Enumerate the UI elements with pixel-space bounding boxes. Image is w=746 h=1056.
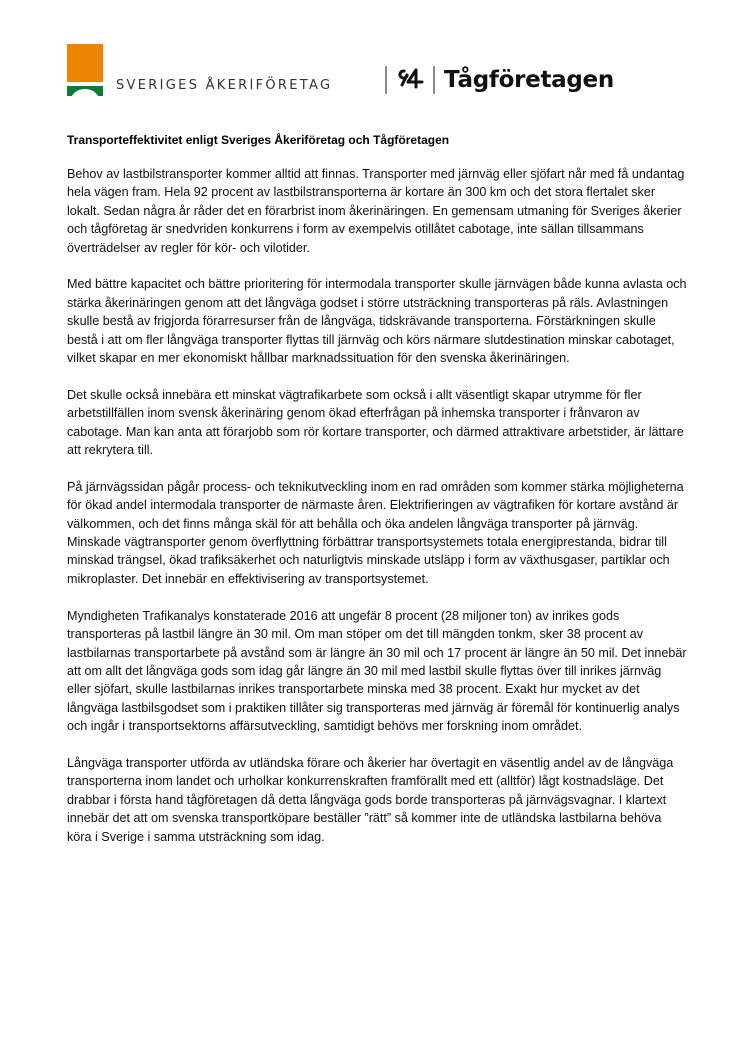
sveriges-akeriforetag-logo [67,44,337,98]
logo-divider-right [433,66,435,94]
akeriforetag-logo-text: SVERIGES ÅKERIFÖRETAG [116,78,333,93]
paragraph-trafikanalys-statistics: Myndigheten Trafikanalys konstaterade 2016 att ungefär 8 procent (28 miljoner ton) av inrikes gods transporteras på lastbil längre än 30 mil. Om man stöper om det till mängden tonkm, sker 38 procent av lastbilarnas transportarbete på avstånd som är längre än 30 mil och 17 procent är längre än 50 mil. Det innebär att om allt det långväga gods som idag går längre än 30 mil med lastbil skulle flyttas över till inrikes järnväg eller sjöfart, skulle lastbilarnas inrikes transportarbete minska med 38 procent. Exakt hur mycket av det långväga lastbilsgodset som i praktiken tillåter sig transporteras med järnväg är föremål för kontinuerlig analys och ingår i transportsektorns affärsutveckling, samtidigt behövs mer forskning inom området. [67,608,687,734]
emblem-green-arch [67,86,103,96]
paragraph-employment: Det skulle också innebära ett minskat vägtrafikarbete som också i allt väsentligt skapar utrymme för fler arbetstillfällen inom svensk åkerinäring genom ökad efterfrågan på inhemska transporter i frånvaron av cabotage. Man kan anta att förarjobb som rör kortare transporter, och därmed attraktivare arbetstider, är lättare att rekrytera till. [67,387,684,458]
document-body [67,165,687,864]
paragraph-truck-demand: Behov av lastbilstransporter kommer alltid att finnas. Transporter med järnväg eller sjöfart når med få undantag hela vägen fram. Hela 92 procent av lastbilstransporterna är kortare än 300 km och det stora flertalet sker lokalt. Sedan några år råder det en förarbrist inom åkerinäringen. En gemensam utmaning för Sveriges åkerier och tågföretag är snedvriden konkurrens i form av exempelvis otillåtet cabotage, inte sällan tillsammans överträdelser av regler för kör- och vilotider. [67,167,685,255]
paragraph-rail-development: På järnvägssidan pågår process- och teknikutveckling inom en rad områden som kommer stärka möjligheterna för ökad andel intermodala transporter de närmaste åren. Elektrifieringen av vägtrafiken för kortare avstånd är välkommen, och det finns många skäl för att behålla och öka andelen långväga transporter på järnväg. Minskade vägtransporter genom överflyttning förbättrar transportsystemets totala energiprestanda, bidrar till minskad trängsel, ökad trafiksäkerhet och naturligtvis minskade utsläpp i form av växthusgaser, partiklar och mikroplaster. Det innebär en effektivisering av transportsystemet. [67,479,684,586]
tagforetagen-symbol-icon [398,67,424,89]
akeriforetag-emblem-icon [67,44,103,96]
tagforetagen-mark-icon [398,67,424,94]
paragraph-foreign-transport: Långväga transporter utförda av utländska förare och åkerier har övertagit en väsentlig andel av de långväga transporterna inom landet och urholkar konkurrenskraften framförallt med ett (alltför) lågt kostnadsläge. Det drabbar i första hand tågföretagen då detta långväga gods borde transporteras på järnvägsvagnar. I klartext innebär det att om svenska transportköpare beställer ”rätt” så kommer inte de utländska lastbilarna behöva köra i Sverige i samma utsträckning som idag. [67,755,674,844]
logo-divider-left [385,66,387,94]
document-title: Transporteffektivitet enligt Sveriges Åkeriföretag och Tågföretagen [67,133,450,147]
tagforetagen-logo-text: Tågföretagen [444,67,614,93]
emblem-orange-square [67,44,103,82]
tagforetagen-logo [385,63,614,97]
paragraph-intermodal-capacity: Med bättre kapacitet och bättre prioritering för intermodala transporter skulle järnvägen både kunna avlasta och stärka åkerinäringen genom att det långväga godset i större utsträckning transporteras på räls. Avlastningen skulle bestå av frigjorda förarresurser från de långväga, tidskrävande transporterna. Förstärkningen skulle bestå i att om fler långväga transporter flyttas till järnväg och körs närmare slutdestination minskar cabotaget, vilket skapar en mer ekonomiskt hållbar marknadssituation för den svenska åkerinäringen. [67,277,687,366]
